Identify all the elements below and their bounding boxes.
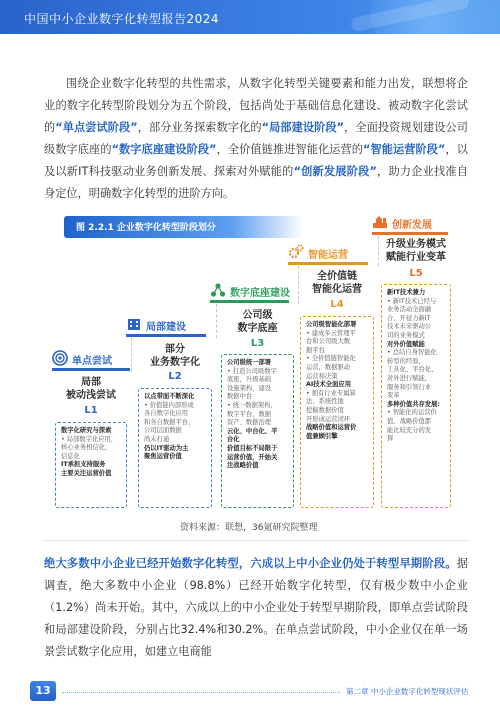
- stage-underline: [372, 232, 448, 235]
- stage-subtitle-line: 智能化运营: [312, 284, 362, 295]
- stage-highlight-1: “单点尝试阶段”: [55, 121, 138, 134]
- stage-detail-box: [381, 284, 451, 508]
- findings-paragraph: [44, 553, 468, 663]
- detail-bullet: • 价值链内部形成: [144, 401, 194, 409]
- detail-bullet: 资产、数据治理: [227, 419, 272, 427]
- detail-bullet: 运营和决策: [306, 372, 338, 380]
- detail-bullet: • 拥有行业专属算: [306, 389, 356, 397]
- stage-subtitle: [381, 238, 451, 264]
- detail-bullet: • 打造公司级数字: [227, 367, 277, 375]
- step-connector: [216, 304, 217, 338]
- stage-detail-box: [300, 316, 374, 508]
- stage-detail-box: [221, 354, 294, 508]
- stage-subtitle-line: 业务数字化: [150, 357, 200, 368]
- detail-bullet: 服务和引领行业: [387, 383, 432, 391]
- detail-bullet: • 局部数字化应用，: [61, 435, 118, 443]
- detail-heading: 多种价值共存发展:: [387, 400, 440, 408]
- stage-underline: [210, 300, 289, 303]
- stage-level: L1: [84, 405, 98, 416]
- detail-bullet: 台和公司级大数: [306, 338, 351, 346]
- detail-bullet: • 全价值链智能化: [306, 355, 356, 363]
- detail-heading: 仍以IT驱动为主: [144, 444, 189, 452]
- detail-heading: 新IT技术兼力: [387, 289, 426, 296]
- detail-bullet: 对外进行赋能，: [387, 374, 432, 382]
- stage-underline: [288, 262, 368, 265]
- stage-underline: [52, 368, 130, 371]
- detail-heading: 云化、中台化、平: [227, 427, 278, 435]
- intro-text-4: ，全价值链推进智能化运营的: [216, 143, 364, 156]
- detail-bullet: 信息化: [61, 452, 80, 460]
- detail-bullet: 各自数字化应用: [144, 410, 189, 418]
- stage-subtitle-line: 公司级: [242, 310, 273, 321]
- stage-underline: [126, 334, 206, 337]
- stage-subtitle-line: 全价值链: [317, 271, 357, 282]
- detail-heading: 运营价值，开始关: [227, 453, 278, 461]
- stage-level: L4: [330, 299, 344, 310]
- page-header: [0, 0, 500, 34]
- detail-bullet: 底座，升级基础: [227, 376, 272, 384]
- stage-level: L2: [168, 371, 182, 382]
- detail-bullet: 法、系统性地: [306, 398, 344, 406]
- detail-heading: 台化: [227, 436, 240, 444]
- step-connector: [298, 266, 299, 304]
- footer-dotted-line: [62, 692, 340, 693]
- detail-bullet: 数据中台: [227, 393, 253, 401]
- stage-subtitle-line: 数字底座: [237, 323, 278, 334]
- stage-subtitle-line: 局部: [81, 377, 101, 388]
- detail-bullet: 公司层面数据: [144, 427, 182, 435]
- detail-bullet: 据平台: [306, 346, 325, 354]
- figure-caption-bar: [64, 216, 304, 238]
- intro-paragraph: [44, 73, 468, 205]
- detail-heading: 以点带面不断深化: [144, 393, 195, 400]
- stage-level: L3: [250, 338, 265, 349]
- detail-bullet: • 建成多云管理平: [306, 329, 356, 337]
- divider: [44, 540, 468, 541]
- detail-heading: 对外价值赋能: [387, 340, 425, 348]
- step-connector: [378, 236, 379, 266]
- detail-heading: 数字化研究与探索: [61, 427, 112, 434]
- intro-text-2: ，部分业务探索数字化的: [137, 121, 262, 134]
- stage-title: 数字底座建设: [230, 288, 290, 299]
- detail-heading: 主要关注运营价值: [61, 469, 112, 477]
- stage-level: L5: [409, 268, 423, 279]
- chapter-title: 第二章 中小企业数字化转型现状评估: [346, 687, 469, 696]
- detail-bullet: 和各自数据平台，: [144, 418, 195, 426]
- intro-text-1: 围绕企业数字化转型的共性需求，从数字化转型关键要素和能力出发，联想将企业的数字化转型阶段划分为五个阶段，包括尚处于基础信息化建设、被动数字化尝试的: [44, 77, 468, 134]
- detail-bullet: 变革: [387, 392, 400, 400]
- intro-text-3: ，全面投资规划建设公司级数字底座的: [44, 121, 468, 156]
- stage-subtitle-line: 赋能行业变革: [386, 252, 446, 263]
- stage-subtitle: [55, 376, 127, 402]
- stage-highlight-2: “局部建设阶段”: [261, 121, 345, 134]
- step-connector: [131, 338, 132, 372]
- findings-text: 据调查，绝大多数中小企业（98.8%）已经开始数字化转型，仅有极少数中小企业（1.2%）尚未开始。其中，六成以上的中小企业处于转型早期阶段，即单点尝试阶段和局部建设阶段，分别占比32.4%和30.2%。在单点尝试阶段，中小企业仅在单一场景尝试数字化应用，如建立电商能: [44, 557, 468, 658]
- stage-detail-box: [138, 388, 212, 508]
- detail-bullet: • 总结自身智能化: [387, 349, 437, 357]
- stage-subtitle: [221, 309, 294, 335]
- stage-subtitle: [300, 270, 374, 296]
- stage-subtitle-line: 被动浅尝试: [66, 390, 116, 401]
- detail-bullet: • 新IT技术已经与: [387, 297, 437, 305]
- stage-highlight-5: “创新发展阶段”: [293, 165, 377, 178]
- stage-subtitle-line: 升级业务模式: [386, 239, 446, 250]
- detail-bullet: 核心业务相信化、: [61, 444, 112, 452]
- findings-lead: 绝大多数中小企业已经开始数字化转型，六成以上中小企业仍处于转型早期阶段。: [44, 557, 457, 570]
- stage-highlight-4: “智能运营阶段”: [363, 143, 446, 156]
- stage-highlight-3: “数字底座建设阶段”: [111, 143, 217, 156]
- detail-heading: AI技术全面应用: [306, 381, 351, 389]
- target-icon: [52, 350, 68, 366]
- detail-bullet: 工具化、平台化、: [387, 366, 438, 374]
- stage-detail-box: [55, 422, 127, 508]
- detail-heading: 公司级智能化部署: [306, 321, 357, 328]
- stage-title: 局部建设: [146, 322, 186, 333]
- figure-source: 资料来源：联想，36氪研究院整理: [180, 523, 318, 533]
- report-title: 中国中小企业数字化转型报告2024: [24, 12, 220, 26]
- stage-title: 创新发展: [392, 220, 432, 231]
- detail-bullet: 数字平台、数据: [227, 410, 272, 418]
- detail-bullet: 转型的经验，: [387, 357, 425, 365]
- detail-bullet: 尚未打通: [144, 435, 170, 443]
- detail-bullet: 运营，数据驱动: [306, 363, 351, 371]
- detail-heading: 公司级统一部署: [227, 359, 272, 366]
- detail-heading: 战略价值和运营价: [306, 424, 357, 432]
- detail-bullet: 业务活动全面融: [387, 306, 432, 314]
- stage-title: 智能运营: [308, 250, 348, 261]
- detail-bullet: 挥: [387, 435, 394, 443]
- detail-heading: 价值目标不局限于: [227, 444, 278, 452]
- detail-heading: 值兼顾引擎: [306, 432, 338, 440]
- detail-bullet: 合，开侵力新IT: [387, 314, 431, 322]
- building-icon: [126, 316, 142, 332]
- detail-bullet: 值、战略价值都: [387, 417, 432, 425]
- figure-title: 图 2.2.1 企业数字化转型阶段划分: [76, 223, 216, 233]
- stage-subtitle-line: 部分: [165, 344, 185, 355]
- detail-bullet: 挖掘数据价值: [306, 406, 344, 414]
- detail-bullet: • 智能化的运营价: [387, 409, 437, 417]
- lab-icon: [372, 214, 388, 230]
- gears-icon: [288, 244, 304, 260]
- detail-heading: 注战略价值: [227, 462, 259, 470]
- detail-bullet: • 统一数据架构，: [227, 401, 277, 409]
- detail-heading: IT承担支持服务: [61, 461, 106, 469]
- intro-text-5: ，以及以新IT科技驱动业务创新发展、探索对外赋能的: [44, 143, 468, 178]
- stage-subtitle: [138, 343, 212, 369]
- network-icon: [210, 282, 226, 298]
- stage-title: 单点尝试: [72, 356, 112, 367]
- intro-text-6: ，助力企业找准自身定位，明确数字化转型的进阶方向。: [44, 165, 468, 200]
- detail-bullet: 开形成运营闭环: [306, 415, 351, 423]
- detail-bullet: 设施架构，建设: [227, 384, 272, 392]
- detail-heading: 聚焦运营价值: [144, 453, 182, 461]
- detail-bullet: 司的业务模式: [387, 331, 425, 339]
- detail-bullet: 能比较充分的发: [387, 426, 432, 434]
- page-number: 13: [30, 681, 56, 701]
- detail-bullet: 技术未来驱动公: [387, 323, 432, 331]
